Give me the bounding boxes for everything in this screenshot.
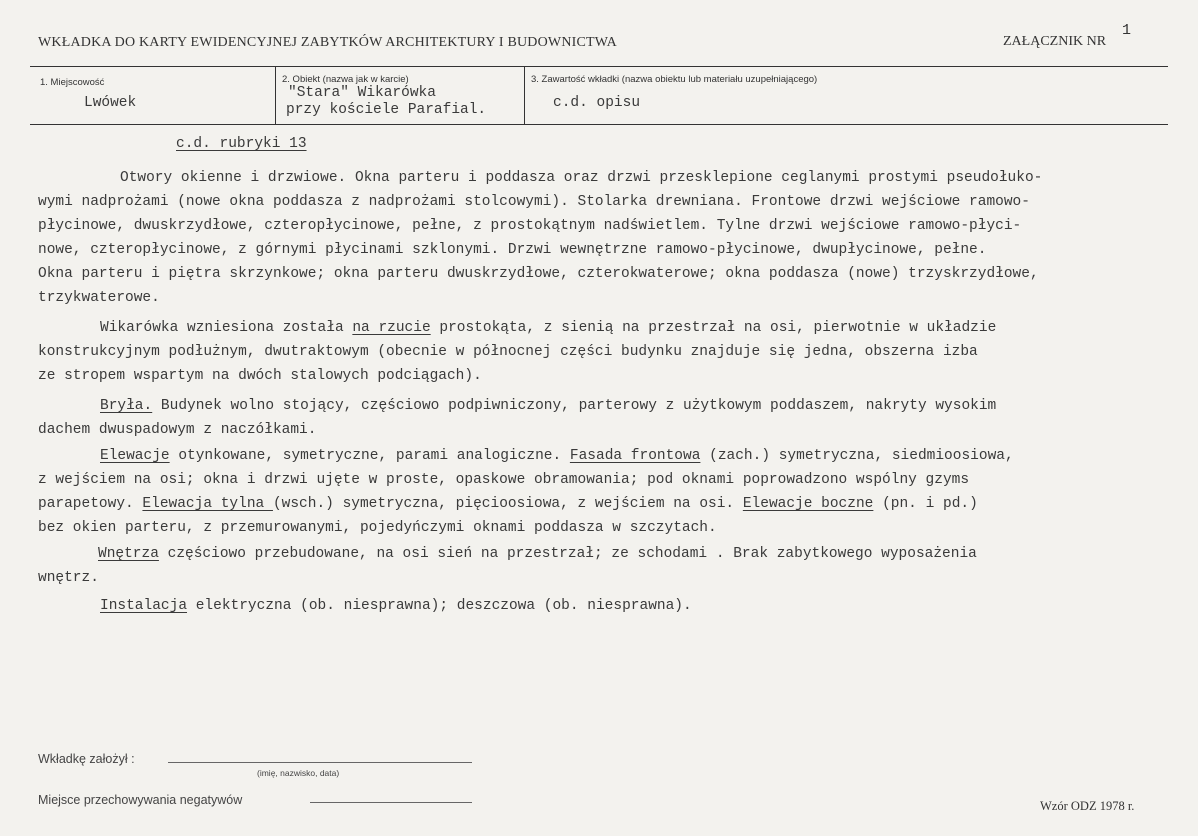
content-label: 3. Zawartość wkładki (nazwa obiektu lub materiału uzupełniającego) <box>531 74 818 85</box>
body-line: trzykwaterowe. <box>38 290 160 306</box>
text-segment: częściowo przebudowane, na osi sień na przestrzał; ze schodami . Brak zabytkowego wyposażenia <box>158 546 977 562</box>
field-divider-2 <box>524 67 525 124</box>
object-label: 2. Obiekt (nazwa jak w karcie) <box>282 74 409 85</box>
annex-number: 1 <box>1122 22 1132 39</box>
section-heading: c.d. rubryki 13 <box>176 136 307 152</box>
text-segment: (zach.) symetryczna, siedmioosiowa, <box>700 448 1014 464</box>
body-line: Okna parteru i piętra skrzynkowe; okna parteru dwuskrzydłowe, czterokwaterowe; okna poddasza (nowe) trzyskrzydłowe, <box>38 266 1039 282</box>
body-line: konstrukcyjnym podłużnym, dwutraktowym (obecnie w północnej części budynku znajduje się jedna, obszerna izba <box>38 344 978 360</box>
body-line: bez okien parteru, z przemurowanymi, pojedyńczymi oknami poddasza w szczytach. <box>38 520 717 536</box>
created-by-hint: (imię, nazwisko, data) <box>257 768 340 778</box>
created-by-line <box>168 762 472 763</box>
content-value: c.d. opisu <box>553 95 641 111</box>
section-label-fasada: Fasada frontowa <box>569 448 701 464</box>
body-line: płycinowe, dwuskrzydłowe, czteropłycinowe, pełne, z prostokątnym nadświetlem. Tylne drzwi wejściowe ramowo-płyci- <box>38 218 1022 234</box>
body-line: z wejściem na osi; okna i drzwi ujęte w proste, opaskowe obramowania; pod oknami poprowadzono wspólny gzyms <box>38 472 970 488</box>
storage-label: Miejsce przechowywania negatywów <box>38 793 243 807</box>
created-by-label: Wkładkę założył : <box>38 752 135 766</box>
body-line: ze stropem wspartym na dwóch stalowych podciągach). <box>38 368 482 384</box>
body-line: dachem dwuspadowym z naczółkami. <box>38 422 317 438</box>
field-box-bottom-line <box>30 124 1168 125</box>
body-line: wnętrz. <box>38 570 99 586</box>
object-value-line1: "Stara" Wikarówka <box>288 85 436 101</box>
text-segment: (pn. i pd.) <box>873 496 978 512</box>
object-value-line2: przy kościele Parafial. <box>286 102 487 118</box>
text-segment: (wsch.) symetryczna, pięcioosiowa, z wejściem na osi. <box>272 496 743 512</box>
body-line: wymi nadprożami (nowe okna poddasza z nadprożami stolcowymi). Stolarka drewniana. Frontowe drzwi wejściowe ramowo- <box>38 194 1030 210</box>
section-label-elewacje-boczne: Elewacje boczne <box>742 496 874 512</box>
section-label-elewacja-tylna: Elewacja tylna <box>142 496 273 512</box>
section-label-instalacja: Instalacja <box>100 598 188 614</box>
locality-label: 1. Miejscowość <box>40 77 105 88</box>
form-id: Wzór ODZ 1978 r. <box>1040 799 1135 813</box>
body-line <box>100 448 1014 464</box>
annex-label: ZAŁĄCZNIK NR <box>1003 34 1107 49</box>
body-line <box>38 496 978 512</box>
text-segment: parapetowy. <box>38 496 143 512</box>
text-segment: elektryczna (ob. niesprawna); deszczowa (ob. niesprawna). <box>187 598 692 614</box>
section-label-wnetrza: Wnętrza <box>98 546 159 562</box>
body-line: Otwory okienne i drzwiowe. Okna parteru i poddasza oraz drzwi przesklepione ceglanymi prostymi pseudołuko- <box>120 170 1043 186</box>
body-line <box>100 598 692 614</box>
section-label-elewacje: Elewacje <box>100 448 170 464</box>
text-segment: Wikarówka wzniesiona została <box>100 320 353 336</box>
body-line: nowe, czteropłycinowe, z górnymi płycinami szklonymi. Drzwi wewnętrzne ramowo-płycinowe, dwupłycinowe, pełne. <box>38 242 987 258</box>
body-line <box>100 320 996 336</box>
text-segment: prostokąta, z sienią na przestrzał na osi, pierwotnie w układzie <box>430 320 997 336</box>
locality-value: Lwówek <box>84 95 137 111</box>
storage-line <box>310 802 472 803</box>
text-segment: Budynek wolno stojący, częściowo podpiwniczony, parterowy z użytkowym poddaszem, nakryty wysokim <box>152 398 997 414</box>
body-line <box>98 546 977 562</box>
section-label-bryla: Bryła. <box>100 398 153 414</box>
underlined-phrase: na rzucie <box>352 320 431 336</box>
field-divider-1 <box>275 67 276 124</box>
form-title: WKŁADKA DO KARTY EWIDENCYJNEJ ZABYTKÓW ARCHITEKTURY I BUDOWNICTWA <box>38 35 617 50</box>
text-segment: otynkowane, symetryczne, parami analogiczne. <box>169 448 570 464</box>
body-line <box>100 398 996 414</box>
field-box-top-line <box>30 66 1168 67</box>
